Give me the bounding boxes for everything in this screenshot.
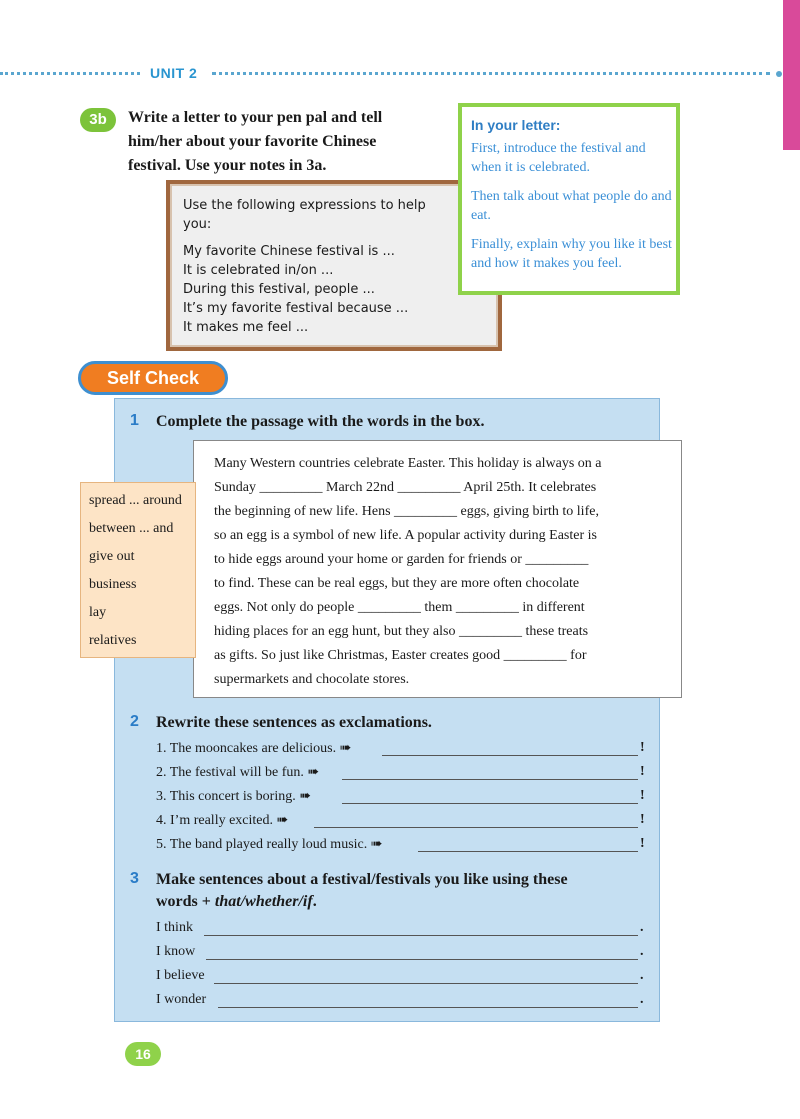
q1-title: Complete the passage with the words in the box. <box>156 413 485 430</box>
expression-item: It makes me feel ... <box>183 320 309 335</box>
exclamation-mark: ! <box>640 740 645 755</box>
q2-title: Rewrite these sentences as exclamations. <box>156 714 432 731</box>
word-box-item: lay <box>89 605 107 620</box>
letter-tip: Finally, explain why you like it best and how it makes you feel. <box>471 237 672 271</box>
passage-line: eggs. Not only do people _________ them _________ in different <box>214 600 585 615</box>
q3-number: 3 <box>130 870 139 887</box>
period-mark: . <box>640 944 644 959</box>
exclamation-mark: ! <box>640 788 645 803</box>
q1-number: 1 <box>130 412 139 429</box>
header-rule-left <box>0 72 140 75</box>
self-check-tab: Self Check <box>78 361 228 395</box>
word-box-item: relatives <box>89 633 137 648</box>
exclamation-sentence <box>156 836 382 853</box>
answer-line[interactable] <box>314 827 638 828</box>
sentence-text: 3. This concert is boring. <box>156 789 296 804</box>
sentence-stem: I believe <box>156 968 205 983</box>
sentence-stem: I wonder <box>156 992 207 1007</box>
q3-title-suffix: . <box>312 893 317 910</box>
letter-tip: Then talk about what people do and eat. <box>471 189 672 223</box>
arrow-icon: ➠ <box>307 765 320 780</box>
arrow-icon: ➠ <box>370 837 383 852</box>
passage-line: Sunday _________ March 22nd _________ April 25th. It celebrates <box>214 480 597 495</box>
sentence-text: 2. The festival will be fun. <box>156 765 304 780</box>
exclamation-row <box>156 738 644 762</box>
expression-item: During this festival, people ... <box>183 282 375 297</box>
q2-number: 2 <box>130 713 139 730</box>
answer-line[interactable] <box>342 803 638 804</box>
answer-line[interactable] <box>206 959 638 960</box>
period-mark: . <box>640 992 644 1007</box>
arrow-icon: ➠ <box>276 813 289 828</box>
period-mark: . <box>640 968 644 983</box>
passage-line: as gifts. So just like Christmas, Easter creates good _________ for <box>214 648 587 663</box>
passage-line: to find. These can be real eggs, but they are more often chocolate <box>214 576 580 591</box>
answer-line[interactable] <box>418 851 638 852</box>
expression-item: It’s my favorite festival because ... <box>183 301 409 316</box>
answer-line[interactable] <box>342 779 638 780</box>
sentence-stem: I know <box>156 944 196 959</box>
exclamation-row <box>156 834 644 858</box>
exclamation-sentence <box>156 788 311 805</box>
header-rule-end-dot <box>776 71 782 77</box>
instruction-line: festival. Use your notes in 3a. <box>128 157 327 174</box>
exclamation-mark: ! <box>640 836 645 851</box>
exclamation-sentence <box>156 764 319 781</box>
sentence-text: 4. I’m really excited. <box>156 813 274 828</box>
passage-line: the beginning of new life. Hens _________ eggs, giving birth to life, <box>214 504 599 519</box>
q3-title <box>156 869 568 913</box>
word-box-item: between ... and <box>89 521 174 536</box>
answer-line[interactable] <box>214 983 638 984</box>
expression-item: My favorite Chinese festival is ... <box>183 244 395 259</box>
sentence-text: 5. The band played really loud music. <box>156 837 368 852</box>
unit-label: UNIT 2 <box>150 65 198 81</box>
exclamation-row <box>156 810 644 834</box>
sentence-stem: I think <box>156 920 193 935</box>
exclamation-row <box>156 762 644 786</box>
exclamation-row <box>156 786 644 810</box>
sentence-stem-row <box>156 966 644 990</box>
instruction-line: Write a letter to your pen pal and tell <box>128 109 383 126</box>
task-3b-badge: 3b <box>80 108 116 132</box>
edge-tab <box>783 0 800 150</box>
exclamation-sentence <box>156 812 288 829</box>
word-box-item: business <box>89 577 137 592</box>
arrow-icon: ➠ <box>299 789 311 804</box>
sentence-text: 1. The mooncakes are delicious. <box>156 741 337 756</box>
exclamation-mark: ! <box>640 764 645 779</box>
letter-tips-box <box>458 103 680 295</box>
header-rule-right <box>212 72 770 75</box>
passage-box <box>193 440 682 698</box>
period-mark: . <box>640 920 644 935</box>
q3-title-prefix: words + <box>156 893 215 910</box>
exclamation-sentence <box>156 740 351 757</box>
answer-line[interactable] <box>382 755 638 756</box>
sentence-stem-row <box>156 918 644 942</box>
word-box-item: give out <box>89 549 135 564</box>
instruction-line: him/her about your favorite Chinese <box>128 133 377 150</box>
q3-title-line <box>156 891 568 913</box>
answer-line[interactable] <box>204 935 638 936</box>
passage-line: hiding places for an egg hunt, but they also _________ these treats <box>214 624 589 639</box>
task-3b-instruction <box>128 106 438 178</box>
answer-line[interactable] <box>218 1007 638 1008</box>
expressions-heading: Use the following expressions to help you: <box>183 198 426 232</box>
page-number: 16 <box>125 1042 161 1066</box>
word-box-item: spread ... around <box>89 493 182 508</box>
passage-line: so an egg is a symbol of new life. A popular activity during Easter is <box>214 528 597 543</box>
arrow-icon: ➠ <box>339 741 352 756</box>
exclamation-mark: ! <box>640 812 645 827</box>
passage-line: to hide eggs around your home or garden for friends or _________ <box>214 552 589 567</box>
letter-tips-heading: In your letter: <box>471 117 561 133</box>
passage-line: supermarkets and chocolate stores. <box>214 672 410 687</box>
q3-title-line: Make sentences about a festival/festivals you like using these <box>156 871 568 888</box>
sentence-stem-row <box>156 990 644 1014</box>
word-box <box>80 482 196 658</box>
expression-item: It is celebrated in/on ... <box>183 263 334 278</box>
letter-tip: First, introduce the festival and when it is celebrated. <box>471 141 646 175</box>
passage-line: Many Western countries celebrate Easter. This holiday is always on a <box>214 456 602 471</box>
sentence-stem-row <box>156 942 644 966</box>
expressions-box <box>166 180 502 351</box>
q3-title-keywords: that/whether/if <box>214 893 313 910</box>
